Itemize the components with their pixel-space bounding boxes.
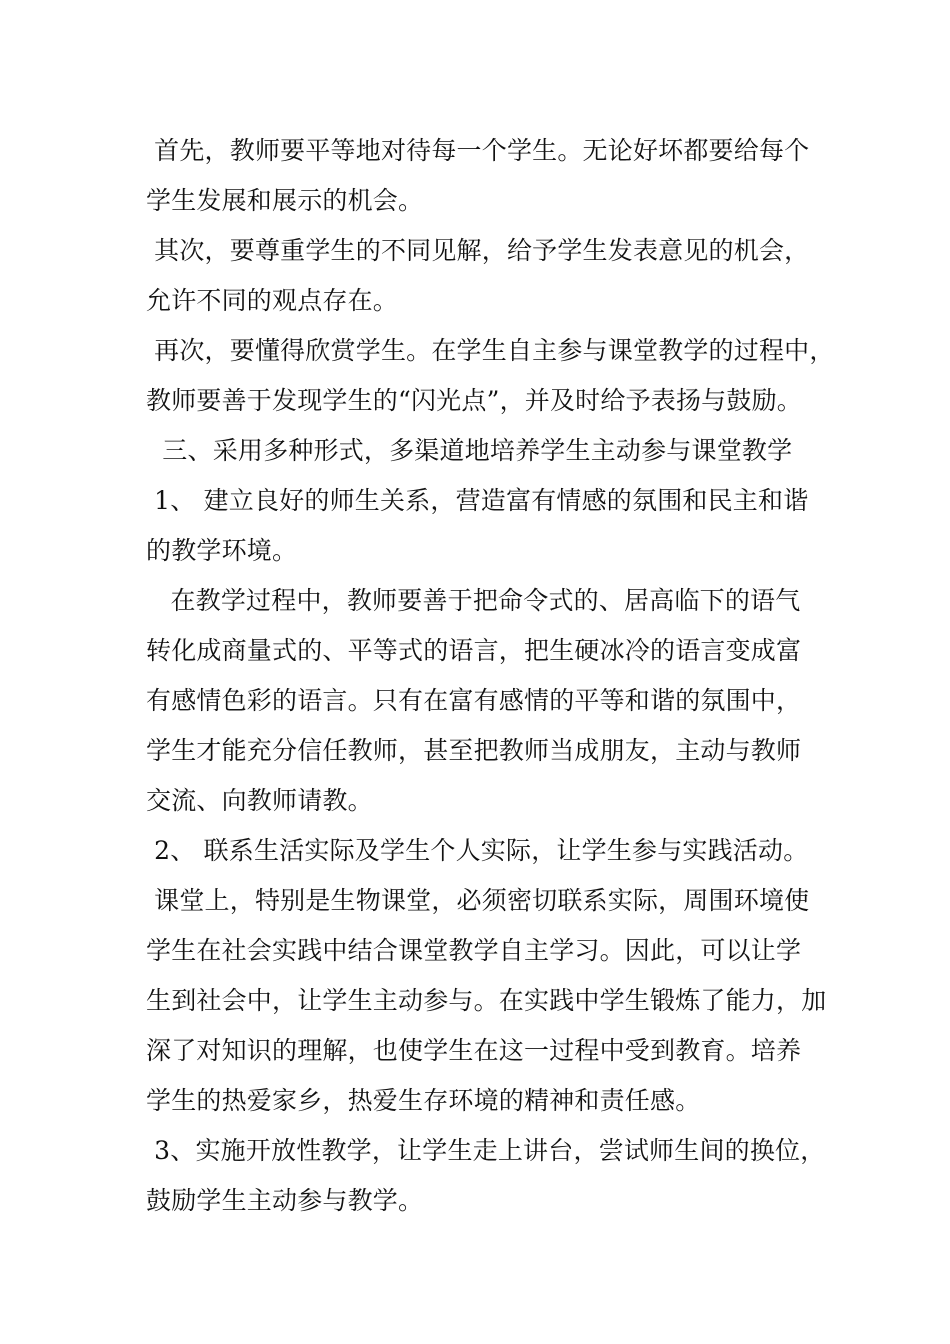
section-heading: 三、采用多种形式，多渠道地培养学生主动参与课堂教学 (146, 436, 793, 465)
text-line: 课堂上，特别是生物课堂，必须密切联系实际，周围环境使 (146, 886, 810, 915)
text-line: 深了对知识的理解，也使学生在这一过程中受到教育。培养 (146, 1036, 802, 1065)
document-body (146, 126, 835, 1226)
text-line: 1、 建立良好的师生关系，营造富有情感的氛围和民主和谐 (146, 486, 809, 515)
text-line: 生到社会中，让学生主动参与。在实践中学生锻炼了能力，加 (146, 986, 827, 1015)
text-line: 允许不同的观点存在。 (146, 286, 399, 315)
text-line: 其次，要尊重学生的不同见解，给予学生发表意见的机会， (146, 236, 810, 265)
text-line: 交流、向教师请教。 (146, 786, 373, 815)
text-line: 转化成商量式的、平等式的语言，把生硬冰冷的语言变成富 (146, 636, 802, 665)
text-line: 学生在社会实践中结合课堂教学自主学习。因此，可以让学 (146, 936, 802, 965)
text-line: 鼓励学生主动参与教学。 (146, 1186, 424, 1215)
text-line: 2、 联系生活实际及学生个人实际，让学生参与实践活动。 (146, 836, 809, 865)
text-line: 学生的热爱家乡，热爱生存环境的精神和责任感。 (146, 1086, 701, 1115)
text-line: 3、实施开放性教学，让学生走上讲台，尝试师生间的换位， (146, 1136, 826, 1165)
text-line: 学生发展和展示的机会。 (146, 186, 424, 215)
text-line: 的教学环境。 (146, 536, 298, 565)
text-line: 教师要善于发现学生的“闪光点”，并及时给予表扬与鼓励。 (146, 386, 802, 415)
text-line: 学生才能充分信任教师，甚至把教师当成朋友，主动与教师 (146, 736, 802, 765)
text-line: 首先，教师要平等地对待每一个学生。无论好坏都要给每个 (146, 136, 810, 165)
text-line: 有感情色彩的语言。只有在富有感情的平等和谐的氛围中， (146, 686, 802, 715)
text-line: 再次，要懂得欣赏学生。在学生自主参与课堂教学的过程中， (146, 336, 835, 365)
text-line: 在教学过程中，教师要善于把命令式的、居高临下的语气 (146, 586, 801, 615)
